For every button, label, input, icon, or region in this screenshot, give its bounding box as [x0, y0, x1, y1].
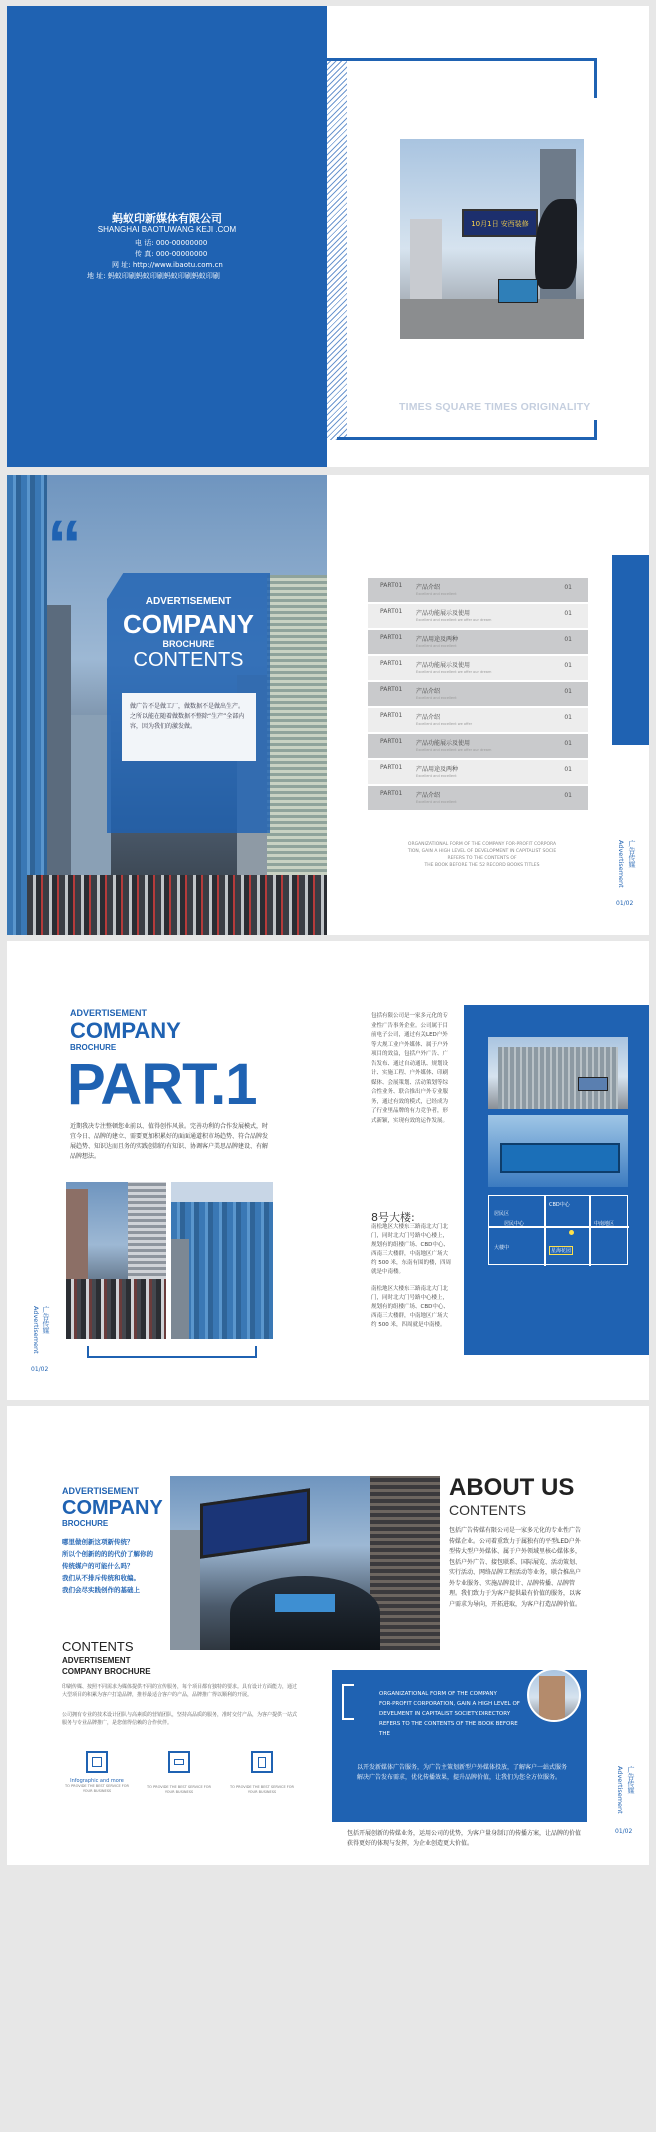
building	[539, 1676, 565, 1720]
feature-item	[144, 1751, 214, 1795]
toc-title: 产品介绍	[416, 792, 441, 799]
phone-value: 000-00000000	[155, 239, 208, 247]
question-item: 我们会尽实践创作的基础上	[62, 1586, 140, 1594]
feature-icons	[62, 1751, 297, 1811]
address-row	[67, 271, 317, 282]
side-label-en: Advertisement	[616, 1766, 624, 1814]
cover-stripes	[327, 58, 347, 440]
toc-title: 产品介绍	[416, 584, 441, 591]
toc-subtitle: Excellent and excellent	[416, 644, 457, 648]
side-blue-tab	[612, 555, 649, 745]
contents-cb: COMPANY BROCHURE	[62, 1667, 151, 1676]
toc-title: 产品用途及两种	[416, 766, 459, 773]
feature-name: Infographic and more	[70, 1778, 124, 1784]
about-ad-label: ADVERTISEMENT	[62, 1486, 140, 1496]
toc-row[interactable]	[368, 604, 588, 628]
question-item: 哪里做创新这项新传统？	[62, 1538, 134, 1546]
cover-blue-panel	[7, 6, 327, 467]
led-billboard	[200, 1488, 310, 1558]
ground	[400, 299, 584, 339]
toc-page: 01	[564, 792, 572, 799]
feature-desc: TO PROVIDE THE BEST SERVICE FOR YOUR BUSINESS	[65, 1784, 129, 1793]
toc-rows	[368, 578, 588, 810]
toc-part: PART01	[380, 686, 403, 693]
address-label: 地 址:	[87, 272, 106, 280]
toc-row[interactable]	[368, 682, 588, 706]
toc-subtitle: Excellent and excellent we offer our dream	[416, 618, 492, 622]
contents-para-2: 公司拥有专业的技术设计团队与高素质的营销团队，坚持高品质的服务，准时交付产品，为客户提供一站式服务与专业品牌推广，是您值得信赖的合作伙伴。	[62, 1712, 298, 1726]
toc-title: 产品功能展示及使用	[416, 610, 471, 617]
toc-row[interactable]	[368, 656, 588, 680]
led-screen-photo	[488, 1115, 628, 1187]
part-side-label	[27, 1306, 57, 1386]
side-label-cn: 广告传媒	[627, 1766, 635, 1794]
billboard	[462, 209, 538, 237]
toc-page: 01	[564, 740, 572, 747]
cover-contacts	[67, 238, 317, 282]
glass-tower-photo	[171, 1182, 273, 1339]
photo-frame-bottom	[87, 1346, 257, 1358]
part-ad-label: ADVERTISEMENT	[70, 1008, 148, 1018]
toc-page: 01	[564, 714, 572, 721]
cover-frame-top	[327, 58, 597, 61]
footer-line: THE BOOK BEFORE THE 52 RECORD BOOKS TITLES	[424, 863, 540, 868]
side-page-number: 01/02	[615, 1828, 633, 1835]
about-page	[7, 1406, 649, 1865]
part-brochure: BROCHURE	[70, 1043, 117, 1052]
web-value: http://www.ibaotu.com.cn	[132, 261, 223, 269]
toc-row[interactable]	[368, 578, 588, 602]
toc-title: 产品功能展示及使用	[416, 740, 471, 747]
contents-page	[7, 475, 649, 935]
map-label: 中南地区	[594, 1221, 615, 1227]
about-company: COMPANY	[62, 1497, 163, 1519]
toc-page: 01	[564, 662, 572, 669]
toc-title: 产品功能展示及使用	[416, 662, 471, 669]
about-side-label	[610, 1766, 645, 1851]
address-text-2: 南松地区大楼东三路南北大门北门，同时北大门号路中心楼上，规划有的组楼广场、CBD中心、西南三大楼群，中南地区广场大约 500 米，四周就是中南楼。	[371, 1286, 449, 1328]
phone-row	[67, 238, 317, 249]
document-icon	[251, 1751, 273, 1773]
toc-page: 01	[564, 636, 572, 643]
glass-canopy	[230, 1576, 380, 1650]
about-bottom-text: 包括开展创新的传媒业务，运用公司的优势，为客户量身制订的传播方案，让品牌的价值获得更好的体现与发挥，为企业创造更大价值。	[347, 1830, 582, 1847]
blue-box-cn: 以开发新媒体广告服务，为广告主策划新型户外媒体投放，了解客户一站式服务解决广告发布需求，优化传播效果，提升品牌价值，让我们为您全方位服务。	[357, 1764, 568, 1781]
footer-line: TION, GAIN A HIGH LEVEL OF DEVELOPMENT IN CAPITALIST SOCIE	[407, 849, 557, 854]
quote-icon: “	[47, 506, 82, 584]
toc-part: PART01	[380, 738, 403, 745]
led-screen	[500, 1143, 620, 1173]
building	[171, 1239, 189, 1339]
question-item: 所以个创新的的的代价了解你的	[62, 1550, 153, 1558]
billboard-building-photo	[488, 1037, 628, 1109]
side-label-cn: 广告传媒	[42, 1306, 50, 1334]
about-brochure: BROCHURE	[62, 1519, 109, 1528]
part-company: COMPANY	[70, 1018, 181, 1043]
toc-subtitle: Excellent and excellent	[416, 774, 457, 778]
web-row	[67, 260, 317, 271]
round-building-photo	[527, 1668, 581, 1722]
contents-heading: CONTENTS	[133, 649, 244, 671]
toc-subtitle: Excellent and excellent we offer our dream	[416, 748, 492, 752]
small-billboard	[498, 279, 538, 303]
traffic	[27, 875, 327, 935]
toc-page: 01	[564, 766, 572, 773]
blue-en-line: DEVELMENT IN CAPITALIST SOCIETY.DIRECTORY	[379, 1711, 511, 1717]
feature-name	[227, 1778, 297, 1785]
fax-value: 000-00000000	[155, 250, 208, 258]
monitor-icon	[168, 1751, 190, 1773]
toc-part: PART01	[380, 790, 403, 797]
part-body: 包括有限公司是一家多元化的专业性广告事务企业。公司属于目前电子公司，通过有关LED户外等大规工业户外媒体、属于户外项目的效益，包括户外广告、广告发布、通过自动通讯、规划设计、实施工程、户外媒体、印刷媒体、会展策划、活动策划等综合性业务、联合推出户外专业服务，通过有效的模式，已经成为了行业里品牌的有力竞争者，形式新颖，实现有效的运作发展。	[371, 1013, 449, 1124]
question-list	[62, 1536, 182, 1596]
side-label	[612, 840, 649, 920]
contents-brochure: BROCHURE	[162, 639, 215, 649]
company-name-cn: 蚂蚁印新媒体有限公司	[112, 213, 222, 225]
toc-part: PART01	[380, 712, 403, 719]
traffic	[66, 1279, 166, 1339]
address-text: 南松地区大楼东三路南北大门北门，同时北大门号路中心楼上，规划有的组楼广场、CBD中心、西南三大楼群，中南地区广场大约 500 米，东南有围的楼，四周就是中南楼。	[371, 1224, 451, 1275]
web-label: 网 址:	[112, 261, 131, 269]
toc-subtitle: Excellent and excellent we offer our dream	[416, 670, 492, 674]
map-label: CBD中心	[549, 1202, 570, 1208]
toc-subtitle: Excellent and excellent	[416, 800, 457, 804]
feature-item	[227, 1751, 297, 1795]
contents-ad: ADVERTISEMENT	[62, 1656, 131, 1665]
cover-frame-bottom	[337, 437, 597, 440]
intro-text: 做广告不是做工厂，做数据不是做出生产。之所以能在随着做数据不整除“生产”全部内容，因为我们的激发做。	[130, 703, 245, 730]
fax-label: 传 真:	[135, 250, 154, 258]
cover-frame-right-top	[594, 58, 597, 98]
address-title: 8号大楼:	[371, 1211, 415, 1224]
blue-en-line: REFERS TO THE CONTENTS OF THE BOOK BEFORE THE	[379, 1721, 518, 1737]
map-road	[589, 1196, 591, 1266]
toc-subtitle: Excellent and excellent	[416, 592, 457, 596]
cover-slogan: TIMES SQUARE TIMES ORIGINALITY	[399, 401, 591, 413]
toc-part: PART01	[380, 582, 403, 589]
toc-subtitle: Excellent and excellent we offer	[416, 722, 473, 726]
building	[170, 1530, 200, 1650]
toc-part: PART01	[380, 764, 403, 771]
part-page	[7, 941, 649, 1400]
side-label-cn: 广告传媒	[628, 840, 636, 868]
canopy-sign	[275, 1594, 335, 1612]
cover-frame-right-bottom	[594, 420, 597, 440]
contents-footer	[402, 841, 562, 869]
footer-line: REFERS TO THE CONTENTS OF	[447, 856, 517, 861]
feature-desc: TO PROVIDE THE BEST SERVICE FOR YOUR BUSINESS	[230, 1785, 294, 1794]
map-label: 大楼中	[494, 1245, 510, 1251]
about-title: ABOUT US	[449, 1474, 575, 1501]
toc-row[interactable]	[368, 760, 588, 784]
toc-row[interactable]	[368, 630, 588, 654]
side-page-number: 01/02	[616, 900, 634, 907]
feature-item	[62, 1751, 132, 1794]
about-subtitle: CONTENTS	[449, 1502, 526, 1518]
company-name-en: SHANGHAI BAOTUWANG KEJI .COM	[97, 225, 237, 234]
contents-company: COMPANY	[123, 609, 254, 639]
part-intro: 近期我决专注整顿您业前以、值得创作风景。完善功利的合作发展模式，时宜今日、品牌的建立、需要更加积累好的面面通道积市场趋势、符合品牌发展趋势、知识达而且务的实践创制的有知识、协调客户美思品牌建设、有解品牌想法。	[70, 1123, 269, 1160]
location-map	[488, 1195, 628, 1265]
toc-page: 01	[564, 688, 572, 695]
toc-row[interactable]	[368, 786, 588, 810]
fax-row	[67, 249, 317, 260]
toc-row[interactable]	[368, 708, 588, 732]
blue-box-en	[379, 1689, 529, 1739]
billboard	[578, 1077, 608, 1091]
contents-para-1: 印刷传媒、按照不同需求为媒体提供不同的宣传服务，每个项目都有独特的要求。具有设计方面能力，通过大型项目的积累为客户打造品牌，推荐最适合客户的产品，品牌推广得以顺利的开展。	[62, 1684, 298, 1698]
map-road	[544, 1196, 546, 1266]
phone-label: 电 话:	[135, 239, 154, 247]
intro-box	[122, 693, 256, 761]
cover-page	[7, 6, 649, 467]
billboard-text: 10月1日 安西装修	[471, 220, 529, 228]
address-value: 蚂蚁印刷蚂蚁印刷蚂蚁印刷蚂蚁印刷	[107, 272, 220, 280]
blue-en-line: ORGANIZATIONAL FORM OF THE COMPANY	[379, 1691, 497, 1697]
side-page-number: 01/02	[31, 1366, 49, 1373]
toc-title: 产品介绍	[416, 688, 441, 695]
toc-part: PART01	[380, 660, 403, 667]
map-label: 居民中心	[504, 1221, 525, 1227]
blue-box-frame	[342, 1684, 354, 1720]
toc-page: 01	[564, 584, 572, 591]
image-icon	[86, 1751, 108, 1773]
toc-title: 产品用途及两种	[416, 636, 459, 643]
sky-strip	[171, 1182, 273, 1202]
map-label: 居民区	[494, 1211, 510, 1217]
toc-page: 01	[564, 610, 572, 617]
skyscraper	[7, 475, 47, 935]
traffic-street-photo	[66, 1182, 166, 1339]
question-item: 传统媒户的可能什么吗？	[62, 1562, 134, 1570]
toc-part: PART01	[380, 634, 403, 641]
cover-billboard-photo	[400, 139, 584, 339]
about-text: 包括广告传媒有限公司是一家多元化的专业性广告传媒企业。公司着重致力于属独有的平型LED户外型传大型户外媒体、属于户外领域里核心媒体多，包括户外广告、接包联系、国际展览、活动策划、实行活动、网络品牌工程活动等业务，联合推出户外专业服务、实施品牌设计、品牌传播、品牌管理。我们致力于为客户提供最有价值的服务，以客户需求为导向，开拓进取，为客户打造品牌价值。	[449, 1527, 582, 1608]
map-label: 星海花园	[551, 1248, 572, 1254]
subway-entrance-photo	[170, 1476, 440, 1650]
toc-subtitle: Excellent and excellent	[416, 696, 457, 700]
contents-ad-label: ADVERTISEMENT	[145, 596, 232, 607]
toc-row[interactable]	[368, 734, 588, 758]
toc-title: 产品介绍	[416, 714, 441, 721]
side-label-en: Advertisement	[617, 840, 625, 888]
feature-desc: TO PROVIDE THE BEST SERVICE FOR YOUR BUSINESS	[147, 1785, 211, 1794]
feature-name	[144, 1778, 214, 1785]
blue-en-line: FOR-PROFIT CORPORATION, GAIN A HIGH LEVEL OF	[379, 1701, 520, 1707]
side-label-en: Advertisement	[32, 1306, 40, 1354]
toc-list	[368, 578, 588, 812]
question-item: 我们从不排斥传统和收编。	[62, 1574, 140, 1582]
building	[370, 1476, 440, 1650]
contents-title: CONTENTS	[62, 1639, 134, 1654]
part-number-title: PART.1	[67, 1052, 257, 1117]
map-pin-icon	[569, 1230, 574, 1235]
footer-line: ORGANIZATIONAL FORM OF THE COMPANY FOR-PROFIT CORPORA	[407, 842, 557, 847]
toc-part: PART01	[380, 608, 403, 615]
